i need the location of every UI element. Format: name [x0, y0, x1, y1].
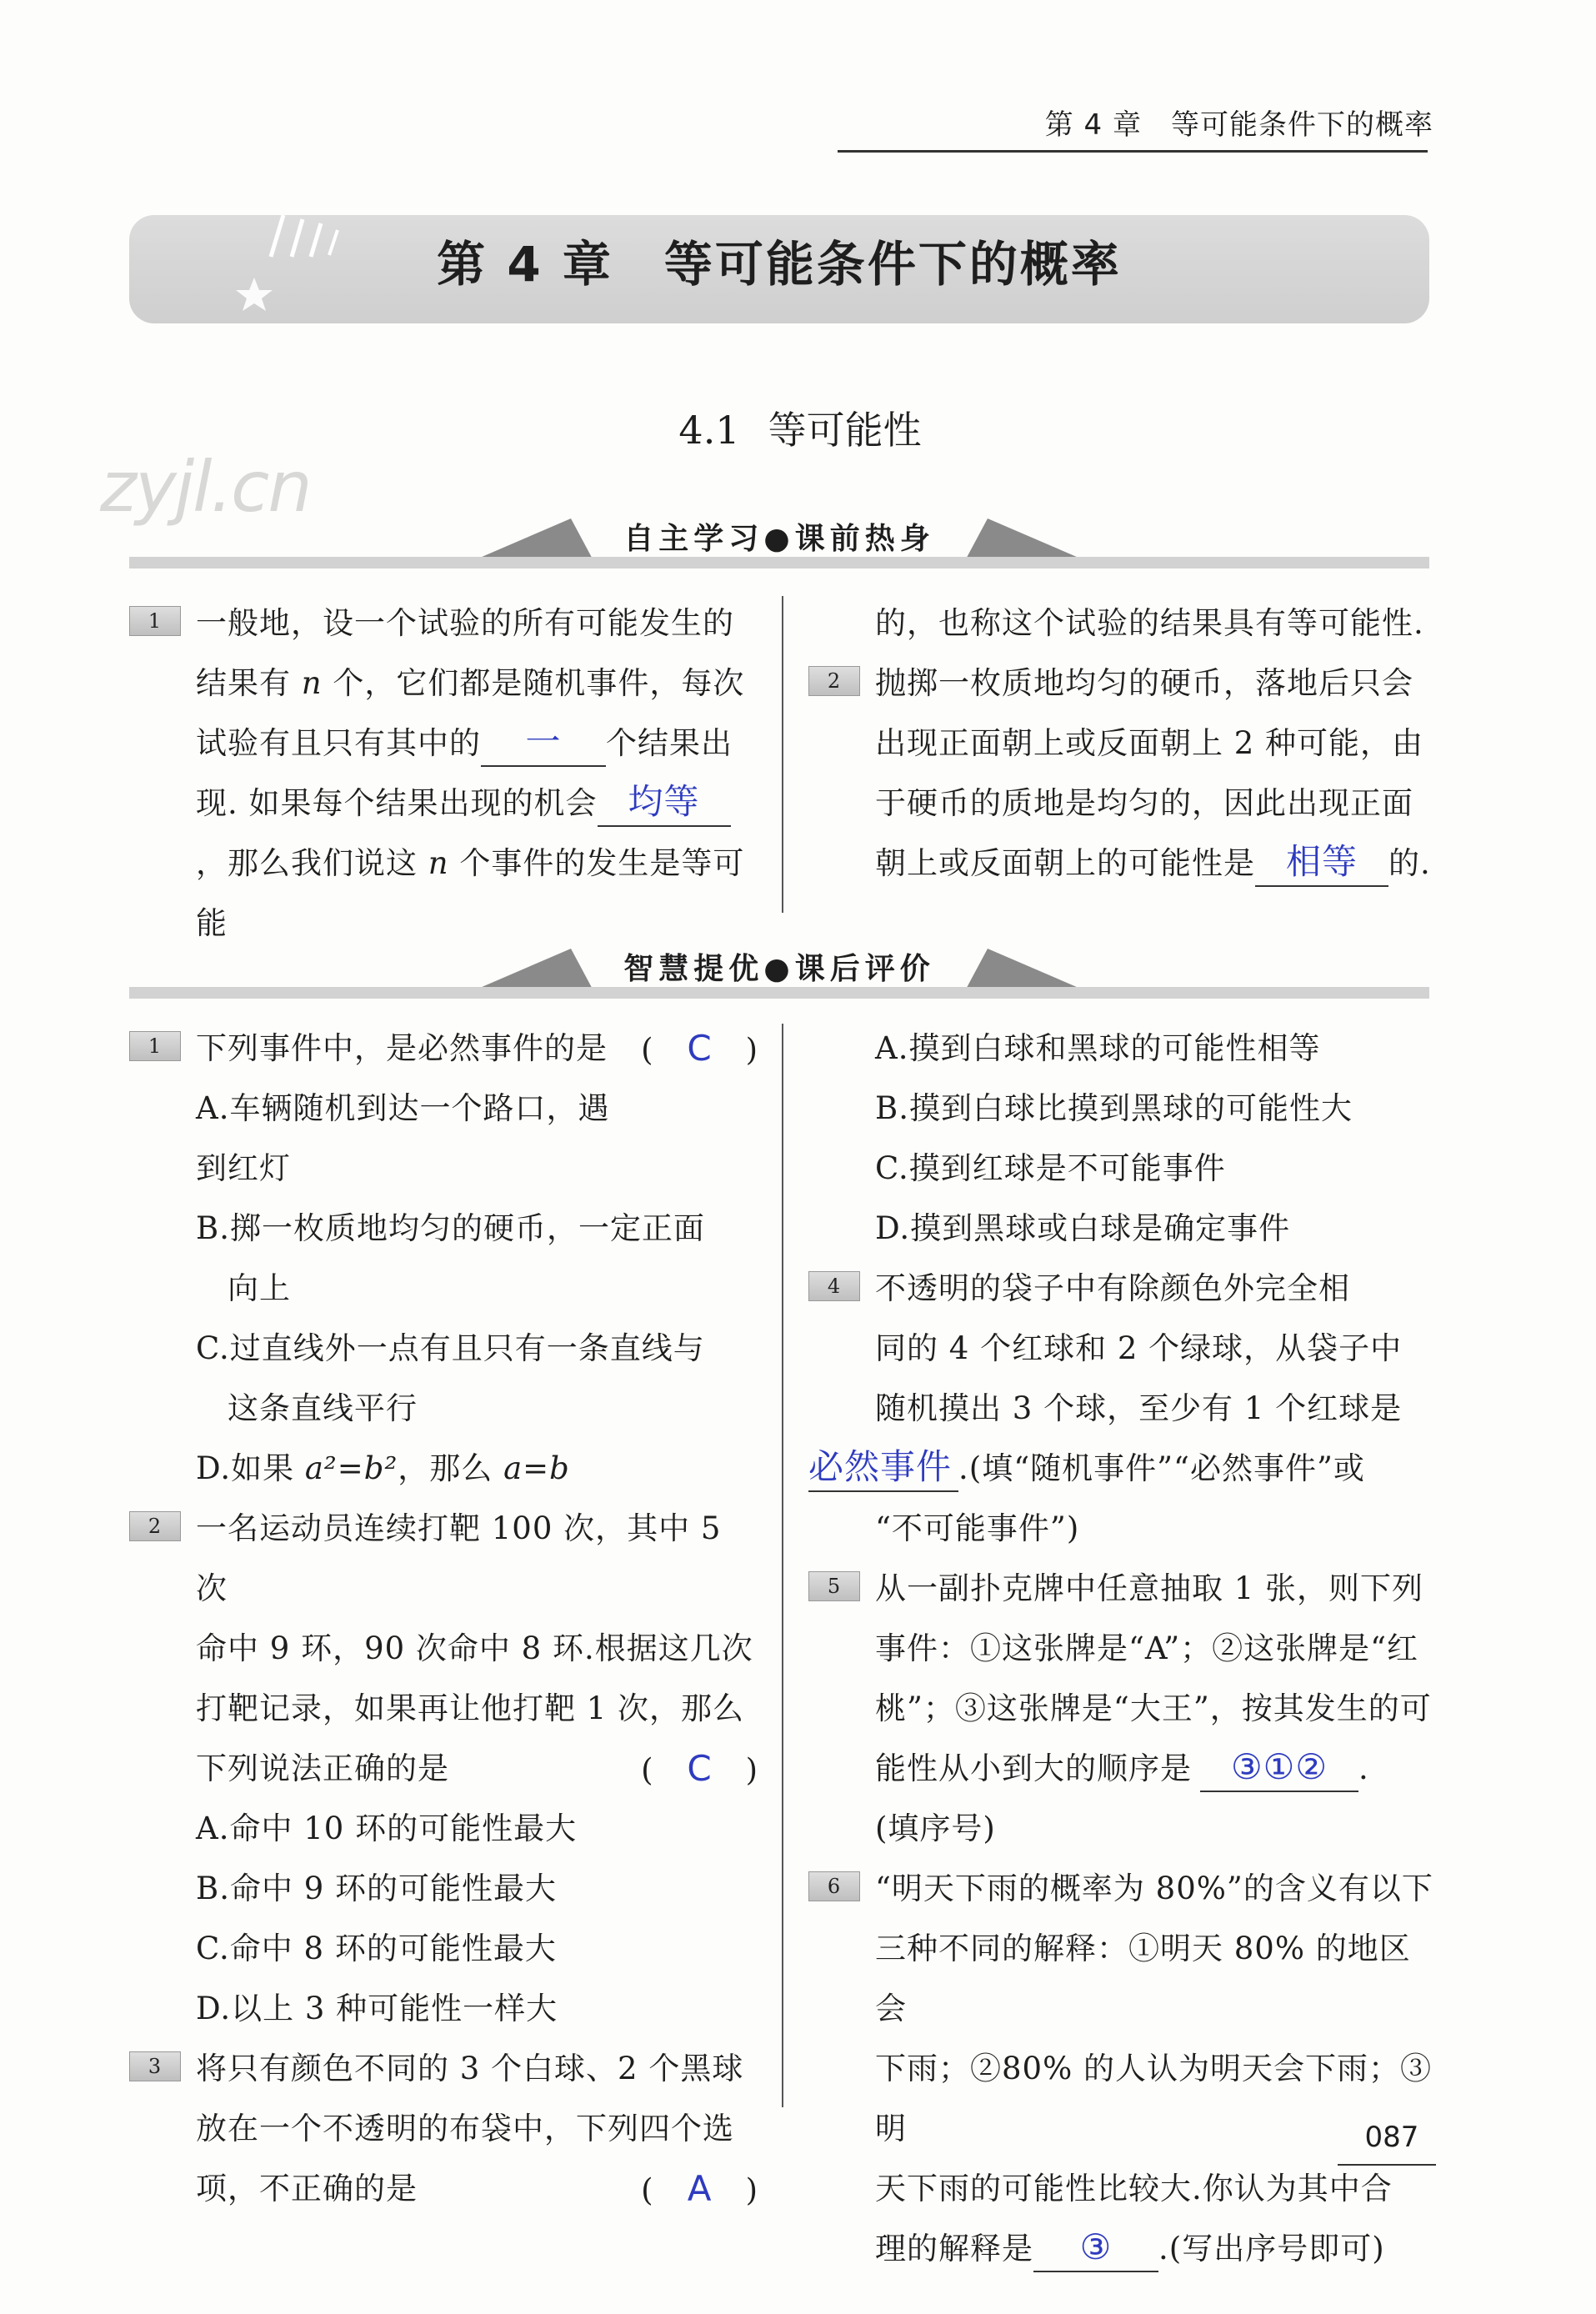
q4-text: .(填“随机事件”“必然事件”或	[958, 1450, 1365, 1486]
post-q4	[808, 1259, 1433, 1439]
question-number: 1	[129, 606, 181, 636]
column-divider	[782, 596, 783, 913]
option-c: C.过直线外一点有且只有一条直线与	[196, 1330, 705, 1366]
option-d	[129, 1439, 758, 1499]
section-number: 4.1	[678, 408, 740, 453]
post-q5	[808, 1559, 1433, 1859]
post-q3	[129, 2039, 758, 2219]
stem-line: 天下雨的可能性比较大.你认为其中合	[875, 2171, 1393, 2206]
answer-blank[interactable]	[1200, 1746, 1358, 1792]
question-stem: 下列事件中，是必然事件的是	[196, 1030, 608, 1066]
handwritten-answer: A	[687, 2168, 713, 2209]
column-divider	[782, 1024, 783, 2107]
stem-text: 理的解释是	[875, 2231, 1033, 2266]
stem-line: 随机摸出 3 个球，至少有 1 个红球是	[875, 1390, 1403, 1426]
option-c: C.命中 8 环的可能性最大	[196, 1931, 557, 1966]
stem-line	[875, 2219, 1433, 2279]
stem-line: 同的 4 个红球和 2 个绿球，从袋子中	[875, 1330, 1403, 1366]
option-a: A.摸到白球和黑球的可能性相等	[875, 1030, 1321, 1066]
post-q2	[129, 1499, 758, 1799]
question-number: 6	[808, 1871, 860, 1901]
prestudy-q1	[129, 594, 758, 954]
option-text: D.如果	[196, 1450, 305, 1486]
stem-line: 不透明的袋子中有除颜色外完全相	[875, 1270, 1350, 1306]
option-a: A.车辆随机到达一个路口，遇到红灯	[196, 1090, 610, 1186]
answer-blank[interactable]	[1255, 840, 1388, 887]
option-b: B.掷一枚质地均匀的硬币，一定正面	[196, 1210, 705, 1246]
option-b-cont: 向上	[228, 1270, 291, 1306]
stem-line: “明天下雨的概率为 80%”的含义有以下	[875, 1871, 1433, 1906]
q4-text: “不可能事件”)	[875, 1510, 1080, 1546]
bar-line	[129, 557, 1429, 568]
option-a: A.命中 10 环的可能性最大	[196, 1811, 578, 1846]
page-number: 087	[1364, 2121, 1419, 2154]
handwritten-answer: ③	[1079, 2226, 1113, 2267]
option-c: C.摸到红球是不可能事件	[875, 1150, 1226, 1186]
answer-blank[interactable]	[1033, 2226, 1158, 2272]
section-title	[500, 400, 1100, 455]
math-expr: a=b	[503, 1450, 570, 1486]
q4-answer-line	[808, 1439, 1433, 1499]
question-number: 2	[129, 1511, 181, 1541]
handwritten-answer: C	[687, 1028, 713, 1069]
post-right-column	[808, 1019, 1433, 2279]
math-expr: a²=b²	[304, 1450, 398, 1486]
prestudy-right-column	[808, 594, 1433, 894]
bar-label: 自主学习●课前热身	[623, 522, 935, 556]
running-header: 第 4 章 等可能条件下的概率	[1044, 108, 1433, 142]
stem-line: 桃”；③这张牌是“大王”，按其发生的可	[875, 1690, 1432, 1726]
option-b: B.摸到白球比摸到黑球的可能性大	[875, 1090, 1353, 1126]
stem-text: .	[1358, 1751, 1369, 1786]
stem-line: (填序号)	[875, 1811, 996, 1846]
prestudy-bar	[129, 510, 1429, 568]
stem-line	[196, 1739, 758, 1799]
q1-text: ，那么我们说这	[196, 845, 428, 881]
stem-line: 从一副扑克牌中任意抽取 1 张，则下列	[875, 1570, 1424, 1606]
stem-line: 打靶记录，如果再让他打靶 1 次，那么	[196, 1690, 745, 1726]
answer-blank[interactable]	[808, 1445, 958, 1492]
option-d: D.以上 3 种可能性一样大	[196, 1991, 558, 2026]
option-text: ，那么	[398, 1450, 504, 1486]
page-number-rule	[1338, 2164, 1436, 2166]
section-name: 等可能性	[768, 408, 922, 453]
stem-line: 放在一个不透明的布袋中，下列四个选	[196, 2111, 734, 2146]
bar-label: 智慧提优●课后评价	[623, 952, 935, 986]
header-rule	[838, 150, 1428, 153]
stem-text: 项，不正确的是	[196, 2171, 418, 2206]
question-number: 3	[129, 2051, 181, 2081]
q1-continuation: 的，也称这个试验的结果具有等可能性.	[875, 605, 1424, 641]
prestudy-left-column	[129, 594, 758, 954]
answer-blank[interactable]	[598, 780, 731, 827]
chapter-title: 第 4 章 等可能条件下的概率	[437, 236, 1122, 293]
stem-line: 下雨；②80% 的人认为明天会下雨；③明	[875, 2051, 1432, 2146]
handwritten-answer: 均等	[628, 781, 700, 822]
poststudy-bar	[129, 940, 1429, 999]
answer-paren: ( C )	[641, 1748, 758, 1789]
post-left-column	[129, 1019, 758, 2221]
q1-text: 个结果出现. 如果每个结果出现的机会	[196, 725, 733, 821]
stem-line	[875, 1739, 1433, 1799]
watermark: zyjl.cn	[100, 446, 311, 528]
handwritten-answer: 必然事件	[808, 1446, 953, 1487]
stem-line	[196, 2159, 758, 2219]
handwritten-answer: 一	[525, 721, 562, 762]
bar-line	[129, 987, 1429, 999]
option-d: D.摸到黑球或白球是确定事件	[875, 1210, 1291, 1246]
question-number: 4	[808, 1271, 860, 1301]
question-number: 1	[129, 1031, 181, 1061]
stem-line: 事件：①这张牌是“A”；②这张牌是“红	[875, 1630, 1419, 1666]
handwritten-answer: C	[687, 1748, 713, 1789]
q2-text: 抛掷一枚质地均匀的硬币，落地后只会出现正面朝上或反面朝上 2 种可能，由于硬币的质地是均匀的，因此出现正面朝上或反面朝上的可能性是	[875, 665, 1424, 881]
post-q1	[129, 1019, 758, 1079]
handwritten-answer: ③①②	[1231, 1746, 1328, 1787]
prestudy-q2	[808, 654, 1433, 894]
stem-text: 能性从小到大的顺序是	[875, 1751, 1192, 1786]
question-number: 5	[808, 1571, 860, 1601]
var-n: n	[428, 845, 449, 881]
q1-text: 一般地，设一个试验的所有可能发生的结果有	[196, 605, 734, 701]
option-c-cont: 这条直线平行	[228, 1390, 418, 1426]
var-n: n	[301, 665, 323, 701]
stem-text: 下列说法正确的是	[196, 1751, 449, 1786]
option-b: B.命中 9 环的可能性最大	[196, 1871, 558, 1906]
post-q6	[808, 1859, 1433, 2279]
answer-blank[interactable]	[481, 720, 606, 767]
stem-line: 将只有颜色不同的 3 个白球、2 个黑球	[196, 2051, 744, 2086]
stem-text: .(写出序号即可)	[1158, 2231, 1385, 2266]
q2-text: 的.	[1388, 845, 1431, 881]
handwritten-answer: 相等	[1285, 841, 1358, 882]
stem-line: 三种不同的解释：①明天 80% 的地区会	[875, 1931, 1411, 2026]
question-number: 2	[808, 666, 860, 696]
q1-text-overflow: 个事件的发生是等可能	[196, 845, 745, 941]
answer-paren: ( C )	[641, 1028, 758, 1069]
q1-text: 个，它们都是随机事件，每次试验有且只有其中的	[196, 665, 745, 761]
stem-line: 命中 9 环，90 次命中 8 环.根据这几次	[196, 1630, 753, 1666]
answer-paren: ( A )	[641, 2168, 758, 2209]
stem-line: 一名运动员连续打靶 100 次，其中 5 次	[196, 1510, 722, 1606]
